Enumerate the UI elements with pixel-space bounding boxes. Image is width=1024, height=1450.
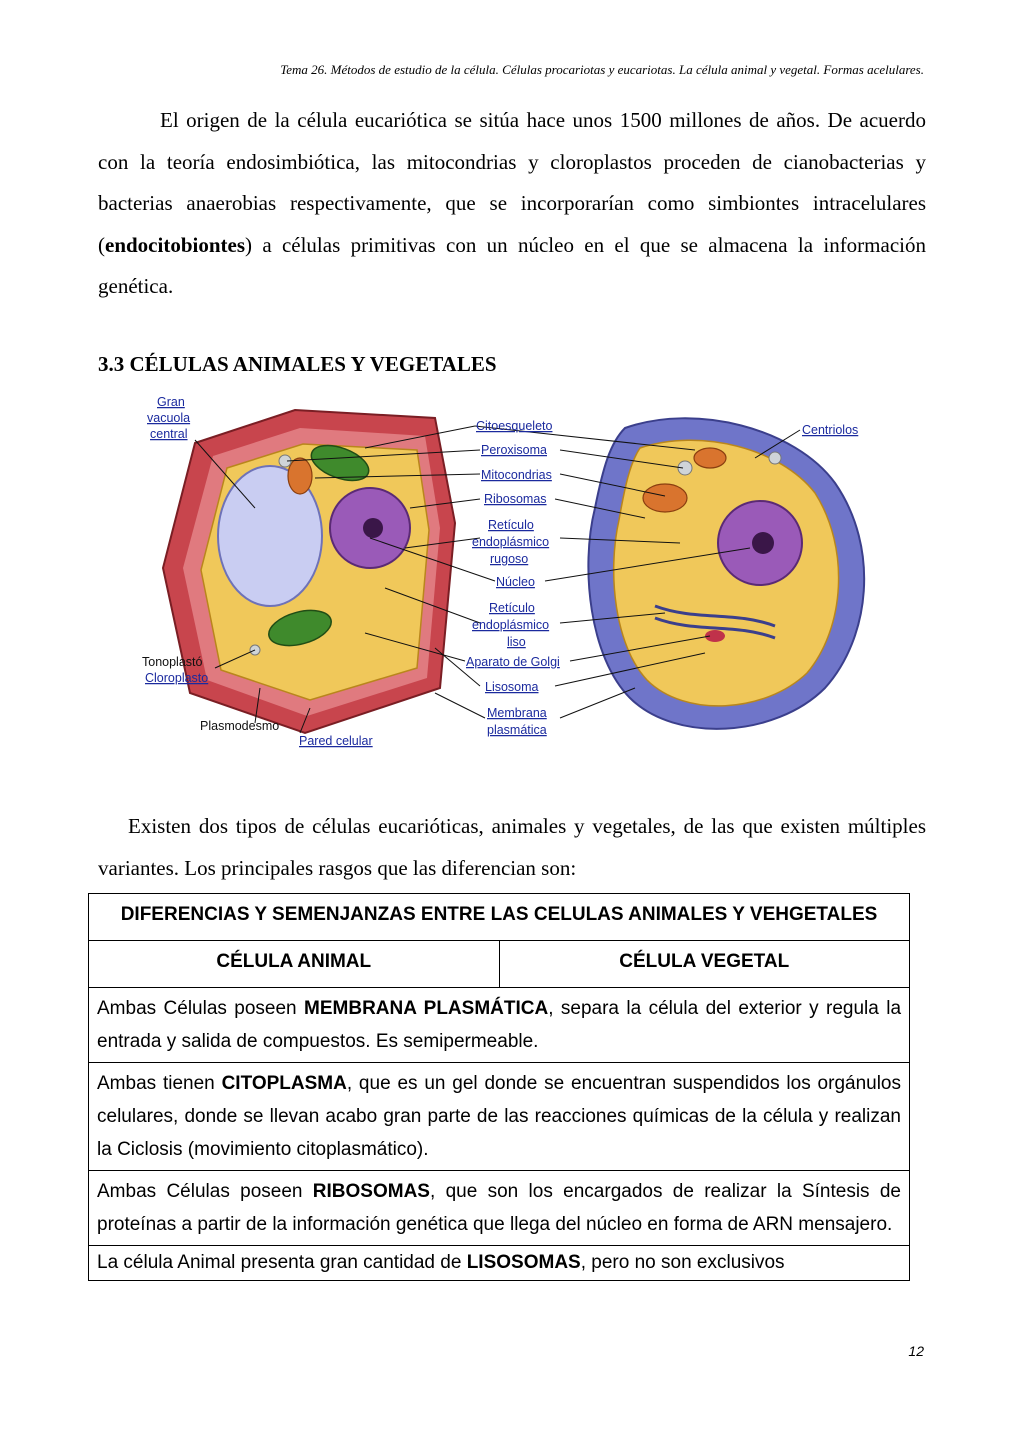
types-text: Existen dos tipos de células eucarióticas, animales y vegetales, de las que existen múltiples variantes. Los principales rasgos que las diferencian son: [98,814,926,880]
label-lisosoma: Lisosoma [485,680,539,694]
label-vacuola: vacuola [147,411,191,425]
label-reticulo-rugoso-1: Retículo [488,518,534,532]
cell-diagram [135,388,875,750]
label-ribosomas: Ribosomas [484,492,547,506]
differences-table [88,893,910,1281]
label-tonoplasto: Tonoplastó [142,655,203,669]
label-plasmodesmo: Plasmodesmo [200,719,280,733]
label-pared-celular: Pared celular [299,734,373,748]
table-row [89,1246,910,1281]
label-cloroplasto: Cloroplasto [145,671,209,685]
label-nucleo: Núcleo [496,575,535,589]
section-heading: 3.3 CÉLULAS ANIMALES Y VEGETALES [98,352,497,376]
running-header: Tema 26. Métodos de estudio de la célula. Células procariotas y eucariotas. La célula animal y vegetal. Formas acelulares. [280,62,924,77]
label-centriolos: Centriolos [802,423,859,437]
cell-diagram-figure [135,388,875,750]
table-title: DIFERENCIAS Y SEMENJANZAS ENTRE LAS CELULAS ANIMALES Y VEHGETALES [89,894,910,941]
label-reticulo-liso-1: Retículo [489,601,535,615]
label-reticulo-rugoso-2: endoplásmico [472,535,550,549]
label-gran: Gran [157,395,185,409]
label-membrana-2: plasmática [487,723,547,737]
types-paragraph [98,806,926,889]
col-header-animal: CÉLULA ANIMAL [89,941,500,988]
table-row [89,1171,910,1246]
mitochondrion-animal [643,484,687,512]
col-header-vegetal: CÉLULA VEGETAL [499,941,910,988]
page-number: 12 [908,1343,924,1359]
intro-bold-term: endocitobiontes [105,232,246,257]
label-membrana-1: Membrana [487,706,547,720]
row-citoplasma: Ambas tienen CITOPLASMA, que es un gel donde se encuentran suspendidos los orgánulos celulares, donde se llevan acabo gran parte de las reacciones químicas de la célula y realizan la Ciclosis (movimiento citoplasmático). [89,1063,910,1171]
row-membrana: Ambas Células poseen MEMBRANA PLASMÁTICA, separa la célula del exterior y regula la entrada y salida de compuestos. Es semipermeable. [89,988,910,1063]
label-mitocondrias: Mitocondrias [481,468,552,482]
intro-text-b: ) a células primitivas con un núcleo en el que se almacena la información genética. [98,232,926,298]
table-row [89,988,910,1063]
label-central: central [150,427,188,441]
label-reticulo-rugoso-3: rugoso [490,552,529,566]
row-ribosomas: Ambas Células poseen RIBOSOMAS, que son los encargados de realizar la Síntesis de proteínas a partir de la información genética que llega del núcleo en forma de ARN mensajero. [89,1171,910,1246]
label-citoesqueleto: Citoesqueleto [476,419,553,433]
intro-paragraph [98,100,926,308]
label-peroxisoma: Peroxisoma [481,443,547,457]
animal-cell [588,418,864,729]
label-golgi: Aparato de Golgi [466,655,560,669]
label-reticulo-liso-2: endoplásmico [472,618,550,632]
row-lisosomas: La célula Animal presenta gran cantidad de LISOSOMAS, pero no son exclusivos [89,1246,910,1281]
label-reticulo-liso-3: liso [507,635,526,649]
intro-text-a: El origen de la célula eucariótica se sitúa hace unos 1500 millones de años. De acuerdo con la teoría endosimbiótica, las mitocondrias y cloroplastos proceden de cianobacterias y bacterias anaerobias respectivamente, que se incorporarían como simbiontes intracelulares ( [98,108,926,257]
mitochondrion-plant [288,458,312,494]
table-row [89,1063,910,1171]
